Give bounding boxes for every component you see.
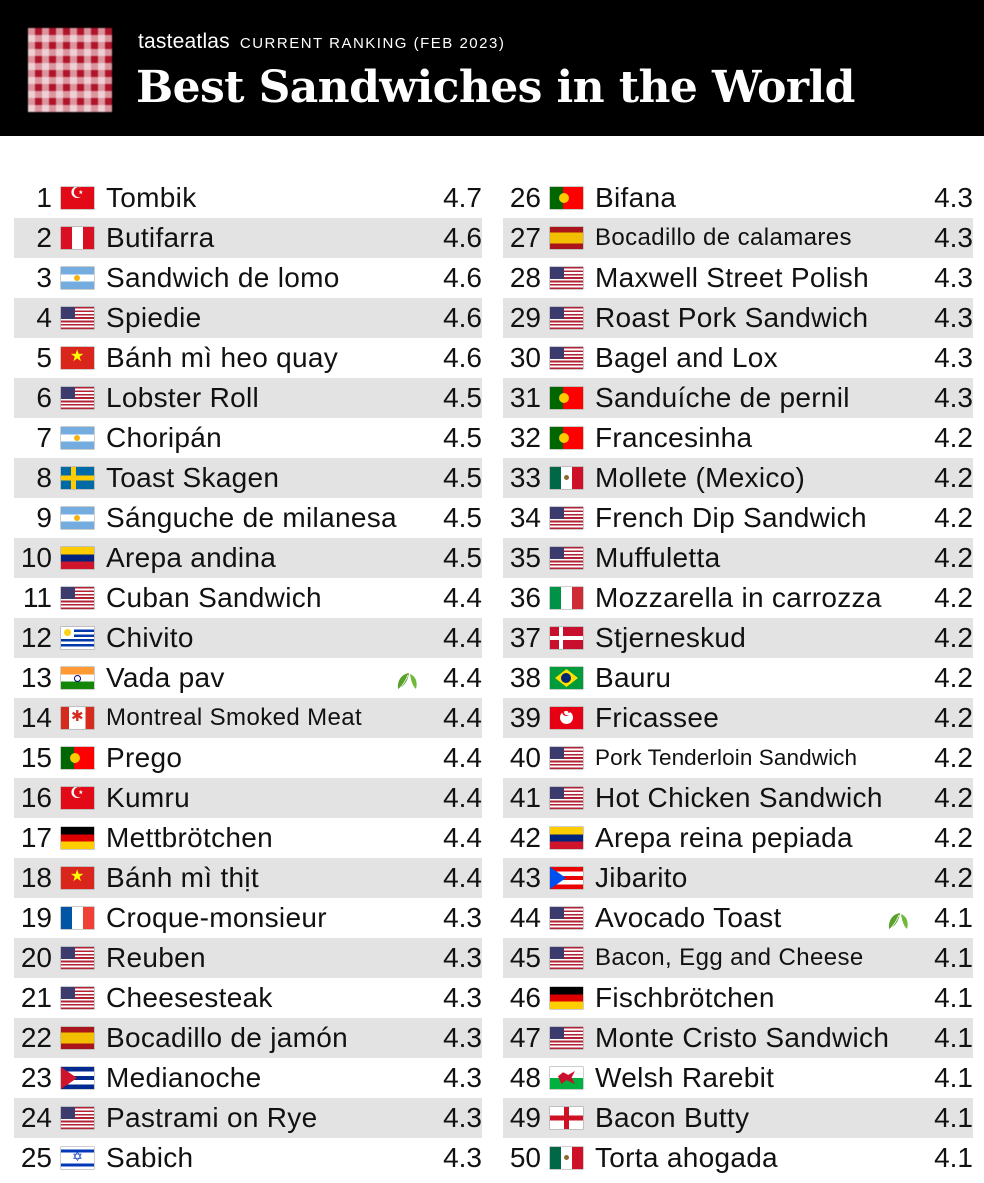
rating-value: 4.6 [443, 342, 482, 373]
rating-value: 4.2 [934, 822, 973, 853]
page-title: Best Sandwiches in the World [136, 62, 855, 113]
ranking-row [14, 538, 482, 578]
flag-vn-icon [61, 867, 94, 889]
ranking-row [14, 298, 482, 338]
ranking-row [14, 978, 482, 1018]
flag-mx-icon [550, 1147, 583, 1169]
ranking-row [14, 1058, 482, 1098]
dish-name: Spiedie [106, 302, 202, 333]
ranking-row [14, 1138, 482, 1178]
rating-value: 4.2 [934, 542, 973, 573]
ranking-row [503, 258, 973, 298]
dish-name: Arepa reina pepiada [595, 822, 853, 853]
ranking-row [503, 218, 973, 258]
ranking-row [14, 858, 482, 898]
ranking-row [503, 298, 973, 338]
rating-value: 4.3 [934, 182, 973, 213]
ranking-column-right [503, 178, 973, 1178]
flag-tn-icon [550, 707, 583, 729]
rating-value: 4.1 [934, 902, 973, 933]
flag-de-icon [550, 987, 583, 1009]
dish-name: Sánguche de milanesa [106, 502, 397, 533]
rating-value: 4.1 [934, 1142, 973, 1173]
rank-number: 30 [509, 342, 541, 373]
rank-number: 47 [509, 1022, 541, 1053]
dish-name: Arepa andina [106, 542, 277, 573]
dish-name: Choripán [106, 422, 223, 453]
ranking-row [14, 738, 482, 778]
flag-pe-icon [61, 227, 94, 249]
flag-dk-icon [550, 627, 583, 649]
rating-value: 4.5 [443, 422, 482, 453]
rating-value: 4.4 [443, 582, 482, 613]
rank-number: 41 [509, 782, 541, 813]
rating-value: 4.6 [443, 262, 482, 293]
tablecloth-logo-icon [28, 28, 112, 112]
rank-number: 17 [20, 822, 52, 853]
ranking-row [503, 178, 973, 218]
rank-number: 9 [36, 502, 52, 533]
ranking-row [14, 458, 482, 498]
dish-name: Bánh mì heo quay [106, 342, 339, 373]
rank-number: 28 [509, 262, 541, 293]
flag-br-icon [550, 667, 583, 689]
ranking-row [503, 698, 973, 738]
ranking-row [503, 378, 973, 418]
rank-number: 11 [22, 582, 52, 613]
rating-value: 4.3 [934, 222, 973, 253]
flag-tr-icon [61, 187, 94, 209]
flag-ar-icon [61, 427, 94, 449]
rating-value: 4.6 [443, 222, 482, 253]
flag-us-icon [61, 587, 94, 609]
ranking-row [14, 378, 482, 418]
rating-value: 4.2 [934, 622, 973, 653]
dish-name: Bauru [595, 662, 672, 693]
ranking-column-left [14, 178, 482, 1178]
rank-number: 35 [509, 542, 541, 573]
rating-value: 4.2 [934, 502, 973, 533]
brand-line [138, 30, 505, 56]
rank-number: 1 [36, 182, 52, 213]
ranking-row [14, 418, 482, 458]
rank-number: 36 [509, 582, 541, 613]
flag-us-icon [61, 1107, 94, 1129]
ranking-row [503, 1098, 973, 1138]
rank-number: 24 [20, 1102, 52, 1133]
ranking-row [14, 258, 482, 298]
ranking-row [503, 618, 973, 658]
ranking-row [503, 418, 973, 458]
rating-value: 4.2 [934, 862, 973, 893]
flag-us-icon [550, 347, 583, 369]
flag-wales-icon [550, 1067, 583, 1089]
rating-value: 4.4 [443, 862, 482, 893]
rating-value: 4.2 [934, 662, 973, 693]
flag-us-icon [550, 507, 583, 529]
rank-number: 48 [509, 1062, 541, 1093]
rank-number: 27 [509, 222, 541, 253]
dish-name: Croque-monsieur [106, 902, 327, 933]
flag-es-icon [61, 1027, 94, 1049]
dish-name: Vada pav [106, 662, 225, 693]
ranking-row [503, 898, 973, 938]
dish-name: Butifarra [106, 222, 215, 253]
flag-fr-icon [61, 907, 94, 929]
rank-number: 20 [20, 942, 52, 973]
dish-name: Welsh Rarebit [595, 1062, 775, 1093]
rank-number: 10 [20, 542, 52, 573]
rank-number: 42 [509, 822, 541, 853]
rating-value: 4.5 [443, 382, 482, 413]
rank-number: 12 [20, 622, 52, 653]
rating-value: 4.5 [443, 542, 482, 573]
flag-vn-icon [61, 347, 94, 369]
ranking-row [14, 898, 482, 938]
ranking-row [14, 338, 482, 378]
rating-value: 4.4 [443, 822, 482, 853]
flag-mx-icon [550, 467, 583, 489]
flag-us-icon [550, 947, 583, 969]
flag-ve-icon [61, 547, 94, 569]
ranking-row [14, 938, 482, 978]
dish-name: Torta ahogada [595, 1142, 778, 1173]
rating-value: 4.3 [443, 1142, 482, 1173]
rank-number: 34 [509, 502, 541, 533]
rating-value: 4.5 [443, 502, 482, 533]
dish-name: Bifana [595, 182, 677, 213]
ranking-row [503, 1058, 973, 1098]
rank-number: 21 [20, 982, 52, 1013]
ranking-row [503, 738, 973, 778]
flag-ar-icon [61, 507, 94, 529]
flag-us-icon [550, 547, 583, 569]
rank-number: 43 [509, 862, 541, 893]
flag-pt-icon [61, 747, 94, 769]
flag-in-icon [61, 667, 94, 689]
dish-name: Avocado Toast [595, 902, 782, 933]
rating-value: 4.3 [934, 302, 973, 333]
ranking-row [503, 1018, 973, 1058]
rank-number: 40 [509, 742, 541, 773]
rating-value: 4.2 [934, 462, 973, 493]
rank-number: 45 [509, 942, 541, 973]
dish-name: Sanduíche de pernil [595, 382, 850, 413]
rating-value: 4.1 [934, 1062, 973, 1093]
rating-value: 4.3 [443, 1102, 482, 1133]
flag-pr-icon [550, 867, 583, 889]
rating-value: 4.7 [443, 182, 482, 213]
rank-number: 33 [509, 462, 541, 493]
dish-name: Bacon, Egg and Cheese [595, 944, 864, 971]
ranking-row [503, 778, 973, 818]
flag-us-icon [550, 1027, 583, 1049]
rating-value: 4.3 [443, 1062, 482, 1093]
rank-number: 18 [20, 862, 52, 893]
rank-number: 22 [20, 1022, 52, 1053]
flag-us-icon [61, 387, 94, 409]
rank-number: 13 [20, 662, 52, 693]
dish-name: Lobster Roll [106, 382, 260, 413]
dish-name: Hot Chicken Sandwich [595, 782, 883, 813]
ranking-row [503, 938, 973, 978]
rating-value: 4.2 [934, 742, 973, 773]
dish-name: Mozzarella in carrozza [595, 582, 882, 613]
dish-name: Maxwell Street Polish [595, 262, 869, 293]
rank-number: 23 [20, 1062, 52, 1093]
rank-number: 8 [36, 462, 52, 493]
vegetarian-leaf-icon [394, 667, 420, 689]
ranking-row [14, 218, 482, 258]
flag-il-icon [61, 1147, 94, 1169]
rating-value: 4.6 [443, 302, 482, 333]
rank-number: 25 [20, 1142, 52, 1173]
rank-number: 49 [509, 1102, 541, 1133]
dish-name: Francesinha [595, 422, 753, 453]
ranking-row [503, 658, 973, 698]
rank-number: 31 [509, 382, 541, 413]
rating-value: 4.3 [934, 342, 973, 373]
rating-value: 4.1 [934, 942, 973, 973]
flag-en-icon [550, 1107, 583, 1129]
ranking-row [14, 578, 482, 618]
rank-number: 26 [509, 182, 541, 213]
dish-name: Bocadillo de calamares [595, 224, 852, 251]
dish-name: Pastrami on Rye [106, 1102, 318, 1133]
rating-value: 4.3 [443, 942, 482, 973]
flag-tr-icon [61, 787, 94, 809]
ranking-row [14, 1018, 482, 1058]
flag-us-icon [550, 267, 583, 289]
dish-name: Cuban Sandwich [106, 582, 322, 613]
dish-name: Pork Tenderloin Sandwich [595, 745, 858, 770]
rank-number: 6 [36, 382, 52, 413]
flag-se-icon [61, 467, 94, 489]
rank-number: 14 [20, 702, 52, 733]
ranking-row [503, 498, 973, 538]
ranking-subtitle: CURRENT RANKING (FEB 2023) [239, 35, 506, 52]
flag-pt-icon [550, 187, 583, 209]
dish-name: Reuben [106, 942, 206, 973]
brand-name: tasteatlas [138, 30, 230, 53]
ranking-row [14, 498, 482, 538]
dish-name: Bacon Butty [595, 1102, 750, 1133]
dish-name: Stjerneskud [595, 622, 747, 653]
rating-value: 4.3 [443, 1022, 482, 1053]
ranking-row [14, 778, 482, 818]
ranking-row [503, 458, 973, 498]
dish-name: Fischbrötchen [595, 982, 775, 1013]
rating-value: 4.3 [934, 382, 973, 413]
dish-name: Cheesesteak [106, 982, 273, 1013]
flag-pt-icon [550, 387, 583, 409]
flag-us-icon [550, 307, 583, 329]
header-banner [0, 0, 984, 138]
rank-number: 46 [509, 982, 541, 1013]
rank-number: 4 [36, 302, 52, 333]
rank-number: 7 [36, 422, 52, 453]
rating-value: 4.4 [443, 622, 482, 653]
dish-name: Prego [106, 742, 183, 773]
rating-value: 4.4 [443, 662, 482, 693]
dish-name: Tombik [106, 182, 197, 213]
dish-name: Toast Skagen [106, 462, 280, 493]
ranking-row [503, 818, 973, 858]
flag-us-icon [550, 787, 583, 809]
flag-us-icon [61, 307, 94, 329]
dish-name: Sabich [106, 1142, 194, 1173]
dish-name: Jibarito [595, 862, 688, 893]
dish-name: Mettbrötchen [106, 822, 274, 853]
rank-number: 19 [20, 902, 52, 933]
flag-us-icon [550, 747, 583, 769]
rank-number: 50 [509, 1142, 541, 1173]
dish-name: Kumru [106, 782, 190, 813]
flag-ar-icon [61, 267, 94, 289]
rank-number: 38 [509, 662, 541, 693]
rank-number: 15 [20, 742, 52, 773]
flag-us-icon [61, 987, 94, 1009]
dish-name: Bocadillo de jamón [106, 1022, 348, 1053]
ranking-row [503, 858, 973, 898]
rank-number: 3 [36, 262, 52, 293]
flag-ve-icon [550, 827, 583, 849]
ranking-row [503, 978, 973, 1018]
ranking-row [14, 698, 482, 738]
rating-value: 4.2 [934, 702, 973, 733]
rating-value: 4.3 [934, 262, 973, 293]
ranking-row [503, 578, 973, 618]
flag-pt-icon [550, 427, 583, 449]
flag-es-icon [550, 227, 583, 249]
rating-value: 4.5 [443, 462, 482, 493]
dish-name: Fricassee [595, 702, 720, 733]
rank-number: 2 [36, 222, 52, 253]
rating-value: 4.4 [443, 702, 482, 733]
rank-number: 44 [509, 902, 541, 933]
ranking-row [14, 818, 482, 858]
rank-number: 32 [509, 422, 541, 453]
ranking-row [14, 178, 482, 218]
ranking-row [503, 338, 973, 378]
flag-us-icon [550, 907, 583, 929]
ranking-row [14, 1098, 482, 1138]
dish-name: Sandwich de lomo [106, 262, 340, 293]
rating-value: 4.3 [443, 902, 482, 933]
ranking-row [503, 1138, 973, 1178]
vegetarian-leaf-icon [885, 907, 911, 929]
ranking-row [503, 538, 973, 578]
rating-value: 4.4 [443, 742, 482, 773]
flag-cu-icon [61, 1067, 94, 1089]
rank-number: 16 [20, 782, 52, 813]
dish-name: Medianoche [106, 1062, 262, 1093]
flag-ca-icon [61, 707, 94, 729]
dish-name: Bánh mì thịt [106, 862, 260, 893]
dish-name: Chivito [106, 622, 194, 653]
dish-name: Roast Pork Sandwich [595, 302, 869, 333]
flag-us-icon [61, 947, 94, 969]
rating-value: 4.1 [934, 982, 973, 1013]
rating-value: 4.3 [443, 982, 482, 1013]
dish-name: Mollete (Mexico) [595, 462, 806, 493]
rank-number: 39 [509, 702, 541, 733]
flag-it-icon [550, 587, 583, 609]
rating-value: 4.2 [934, 422, 973, 453]
dish-name: Muffuletta [595, 542, 721, 573]
rating-value: 4.1 [934, 1102, 973, 1133]
rating-value: 4.1 [934, 1022, 973, 1053]
flag-de-icon [61, 827, 94, 849]
rank-number: 5 [36, 342, 52, 373]
dish-name: Monte Cristo Sandwich [595, 1022, 890, 1053]
rating-value: 4.2 [934, 782, 973, 813]
rating-value: 4.2 [934, 582, 973, 613]
rank-number: 37 [509, 622, 541, 653]
dish-name: Montreal Smoked Meat [106, 704, 363, 731]
flag-uy-icon [61, 627, 94, 649]
dish-name: French Dip Sandwich [595, 502, 867, 533]
ranking-row [14, 658, 482, 698]
rating-value: 4.4 [443, 782, 482, 813]
ranking-row [14, 618, 482, 658]
rank-number: 29 [509, 302, 541, 333]
dish-name: Bagel and Lox [595, 342, 778, 373]
